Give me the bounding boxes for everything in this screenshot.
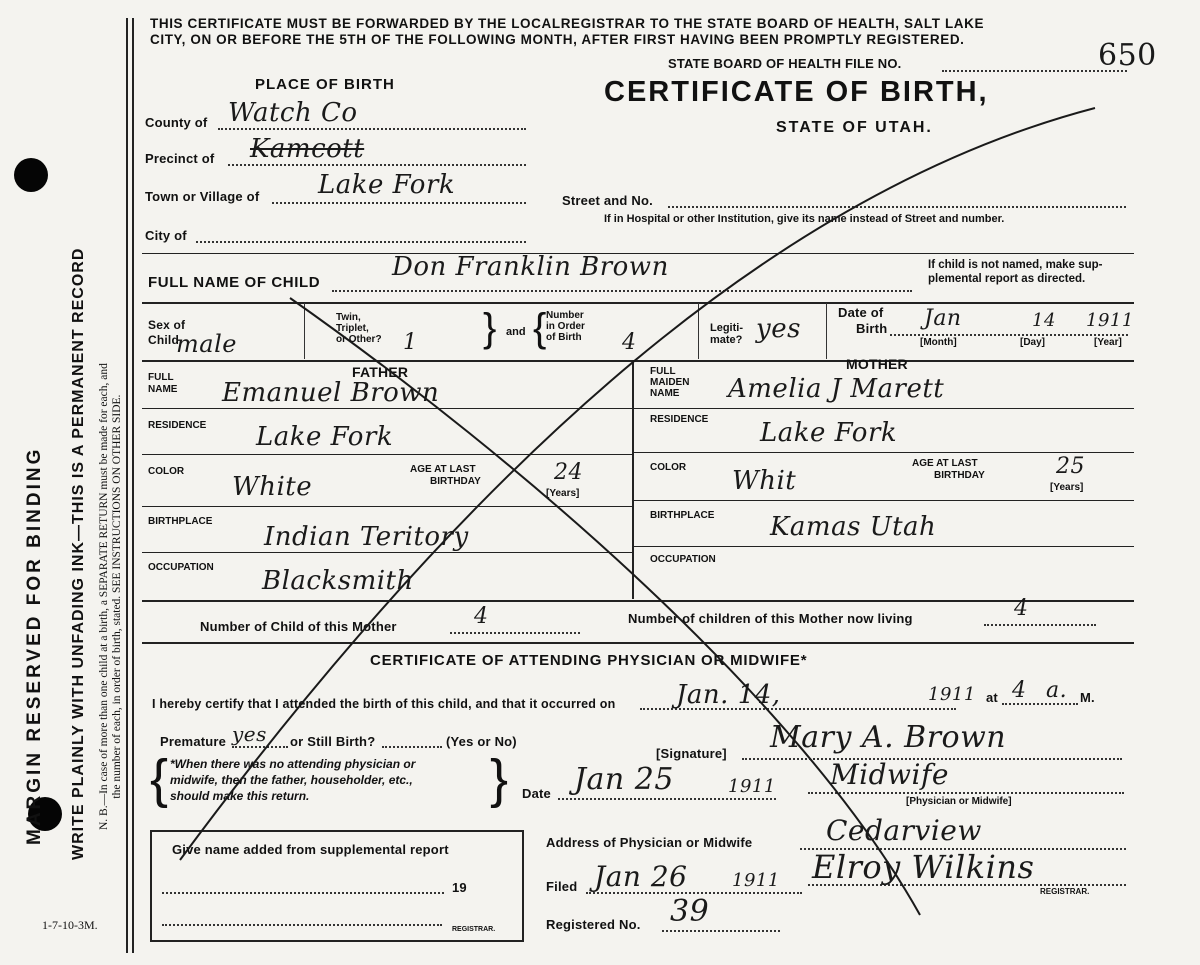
sign-year: 1911 — [728, 776, 776, 797]
mother-color-label: COLOR — [650, 462, 687, 473]
month-caption: [Month] — [920, 337, 957, 348]
child-number-label: Number of Child of this Mother — [200, 619, 397, 634]
mother-residence: Lake Fork — [760, 418, 898, 448]
and-label: and — [506, 326, 526, 338]
premature-line — [232, 746, 288, 748]
supplemental-name-line — [162, 892, 444, 894]
sign-date-line — [558, 798, 776, 800]
supplemental-note: If child is not named, make sup- plemental report as directed. — [928, 259, 1103, 285]
supplemental-registrar: REGISTRAR. — [452, 926, 496, 933]
signature-label: [Signature] — [656, 746, 727, 761]
margin-note: N. B.—In case of more than one child at a birth, a SEPARATE RETURN must be made for each, and the number of each, in order of birth, stated. SEE INSTRUCTIONS ON OTHER SIDE. — [98, 363, 123, 830]
rule-above-sex — [142, 302, 1134, 304]
registered-line — [662, 930, 780, 932]
child-fullname: Don Franklin Brown — [392, 252, 669, 282]
dob-year: 1911 — [1086, 310, 1134, 331]
mother-years-caption: [Years] — [1050, 482, 1084, 493]
town-line — [272, 202, 526, 204]
forwarding-notice-line1: THIS CERTIFICATE MUST BE FORWARDED BY THE LOCALREGISTRAR TO THE STATE BOARD OF HEALTH, SALT LAKE — [150, 16, 985, 31]
sex-value: male — [176, 330, 237, 358]
yes-no-caption: (Yes or No) — [446, 734, 517, 749]
twin-value: 1 — [403, 330, 418, 355]
street-label: Street and No. — [562, 193, 653, 208]
legitimate-value: yes — [756, 314, 801, 344]
legit-divider — [826, 303, 827, 359]
precinct-label: Precinct of — [145, 151, 215, 166]
father-age: 24 — [554, 460, 583, 485]
father-birthplace: Indian Teritory — [264, 522, 469, 552]
physician-heading: CERTIFICATE OF ATTENDING PHYSICIAN OR MIDWIFE* — [370, 652, 808, 669]
mother-occupation-label: OCCUPATION — [650, 554, 716, 565]
frame-left-line-inner — [132, 18, 134, 953]
mother-age-label: AGE AT LAST BIRTHDAY — [912, 458, 985, 481]
day-caption: [Day] — [1020, 337, 1046, 348]
premature-value: yes — [232, 722, 267, 746]
still-birth-label: or Still Birth? — [290, 734, 376, 749]
father-name: Emanuel Brown — [222, 378, 440, 408]
mother-fullname-label: FULL MAIDEN NAME — [650, 366, 690, 399]
state-name: STATE OF UTAH. — [776, 119, 933, 136]
father-years-caption: [Years] — [546, 488, 580, 499]
physician-title: Midwife — [830, 758, 949, 791]
father-rule4 — [142, 552, 632, 553]
living-children-label: Number of children of this Mother now living — [628, 611, 913, 626]
mother-residence-label: RESIDENCE — [650, 414, 709, 425]
physician-signature: Mary A. Brown — [770, 720, 1007, 755]
date-label: Date — [522, 786, 551, 801]
father-residence: Lake Fork — [256, 422, 394, 452]
sex-label: Sex of Child — [148, 318, 186, 347]
city-label: City of — [145, 228, 187, 243]
father-age-label: AGE AT LAST BIRTHDAY — [410, 464, 481, 487]
mother-rule2 — [634, 452, 1134, 453]
year-caption: [Year] — [1094, 337, 1122, 348]
living-children: 4 — [1014, 596, 1029, 621]
rule-above-physician — [142, 642, 1134, 644]
living-children-line — [984, 624, 1096, 626]
hour-line — [1002, 703, 1078, 705]
place-of-birth-heading: PLACE OF BIRTH — [255, 76, 395, 93]
mother-name: Amelia J Marett — [728, 374, 945, 404]
hospital-note: If in Hospital or other Institution, give its name instead of Street and number. — [604, 213, 1005, 225]
child-number: 4 — [474, 604, 489, 629]
father-rule2 — [142, 454, 632, 455]
city-line — [196, 241, 526, 243]
binding-hole-top — [14, 158, 48, 192]
mother-rule4 — [634, 546, 1134, 547]
note-brace-left: { — [150, 749, 169, 809]
mother-color: Whit — [732, 466, 797, 496]
precinct-value: Kamcott — [250, 134, 365, 164]
certify-statement: I hereby certify that I attended the birth of this child, and that it occurred on — [152, 697, 616, 711]
child-fullname-label: FULL NAME OF CHILD — [148, 274, 321, 291]
birth-ampm: a. — [1046, 678, 1068, 703]
mother-age: 25 — [1056, 454, 1085, 479]
sign-date: Jan 25 — [574, 762, 674, 797]
supplemental-year-prefix: 19 — [452, 880, 467, 895]
child-number-line — [450, 632, 580, 634]
file-number: 650 — [1098, 38, 1157, 73]
father-occupation-label: OCCUPATION — [148, 562, 214, 573]
at-label: at — [986, 690, 998, 705]
father-rule1 — [142, 408, 632, 409]
child-name-line — [332, 290, 912, 292]
father-occupation: Blacksmith — [262, 566, 414, 596]
occurred-year: 1911 — [928, 684, 976, 705]
birth-hour: 4 — [1012, 678, 1027, 703]
margin-ink-text: WRITE PLAINLY WITH UNFADING INK—THIS IS A PERMANENT RECORD — [70, 247, 87, 860]
county-line — [218, 128, 526, 130]
registrar-caption: REGISTRAR. — [1040, 887, 1090, 896]
father-color-label: COLOR — [148, 466, 185, 477]
order-value: 4 — [622, 330, 637, 355]
margin-binding-text: MARGIN RESERVED FOR BINDING — [24, 446, 45, 845]
note-brace-right: } — [490, 749, 509, 809]
filed-date: Jan 26 — [594, 860, 688, 893]
order-divider — [698, 303, 699, 359]
certificate-title: CERTIFICATE OF BIRTH, — [604, 76, 989, 108]
county-label: County of — [145, 115, 208, 130]
order-label: Number in Order of Birth — [546, 310, 585, 343]
m-label: M. — [1080, 690, 1095, 705]
registered-label: Registered No. — [546, 917, 641, 932]
mother-rule3 — [634, 500, 1134, 501]
father-residence-label: RESIDENCE — [148, 420, 207, 431]
address-label: Address of Physician or Midwife — [546, 835, 753, 850]
premature-label: Premature — [160, 734, 227, 749]
state-file-label: STATE BOARD OF HEALTH FILE NO. — [668, 56, 902, 71]
title-caption: [Physician or Midwife] — [906, 796, 1012, 807]
still-birth-line — [382, 746, 442, 748]
twin-label: Twin, Triplet, or Other? — [336, 312, 382, 345]
town-label: Town or Village of — [145, 189, 260, 204]
filed-year: 1911 — [732, 870, 780, 891]
rule-above-counts — [142, 600, 1134, 602]
registered-number: 39 — [670, 894, 710, 929]
mother-rule1 — [634, 408, 1134, 409]
sex-divider — [304, 303, 305, 359]
parents-divider — [632, 361, 634, 599]
filed-label: Filed — [546, 879, 578, 894]
title-line — [808, 792, 1124, 794]
registrar-signature: Elroy Wilkins — [812, 848, 1035, 886]
mother-birthplace-label: BIRTHPLACE — [650, 510, 715, 521]
street-line — [668, 206, 1126, 208]
dob-line — [890, 334, 1128, 336]
occurred-date: Jan. 14, — [676, 680, 781, 710]
form-code: 1-7-10-3M. — [42, 918, 98, 932]
dob-month: Jan — [924, 306, 962, 331]
brace-right: { — [533, 306, 547, 350]
dob-label: Date of Birth — [838, 305, 888, 336]
father-heading: FATHER — [352, 364, 409, 380]
father-rule3 — [142, 506, 632, 507]
father-color: White — [232, 472, 313, 502]
mother-birthplace: Kamas Utah — [770, 512, 937, 542]
father-birthplace-label: BIRTHPLACE — [148, 516, 213, 527]
father-fullname-label: FULL NAME — [148, 372, 178, 395]
county-value: Watch Co — [228, 98, 358, 128]
precinct-line — [228, 164, 526, 166]
brace-left: } — [483, 306, 497, 350]
dob-day: 14 — [1032, 310, 1056, 331]
frame-left-line — [126, 18, 128, 953]
legitimate-label: Legiti- mate? — [710, 322, 743, 346]
no-physician-note: *When there was no attending physician or midwife, then the father, householder, etc., should make this return. — [170, 757, 416, 803]
supplemental-heading: Give name added from supplemental report — [172, 842, 449, 857]
rule-above-parents — [142, 360, 1134, 362]
physician-address: Cedarview — [826, 814, 982, 847]
forwarding-notice-line2: CITY, ON OR BEFORE THE 5TH OF THE FOLLOWING MONTH, AFTER FIRST HAVING BEEN PROMPTLY REGISTERED. — [150, 32, 965, 47]
mother-heading: MOTHER — [846, 356, 908, 372]
supplemental-name-line2 — [162, 924, 442, 926]
town-value: Lake Fork — [318, 170, 456, 200]
